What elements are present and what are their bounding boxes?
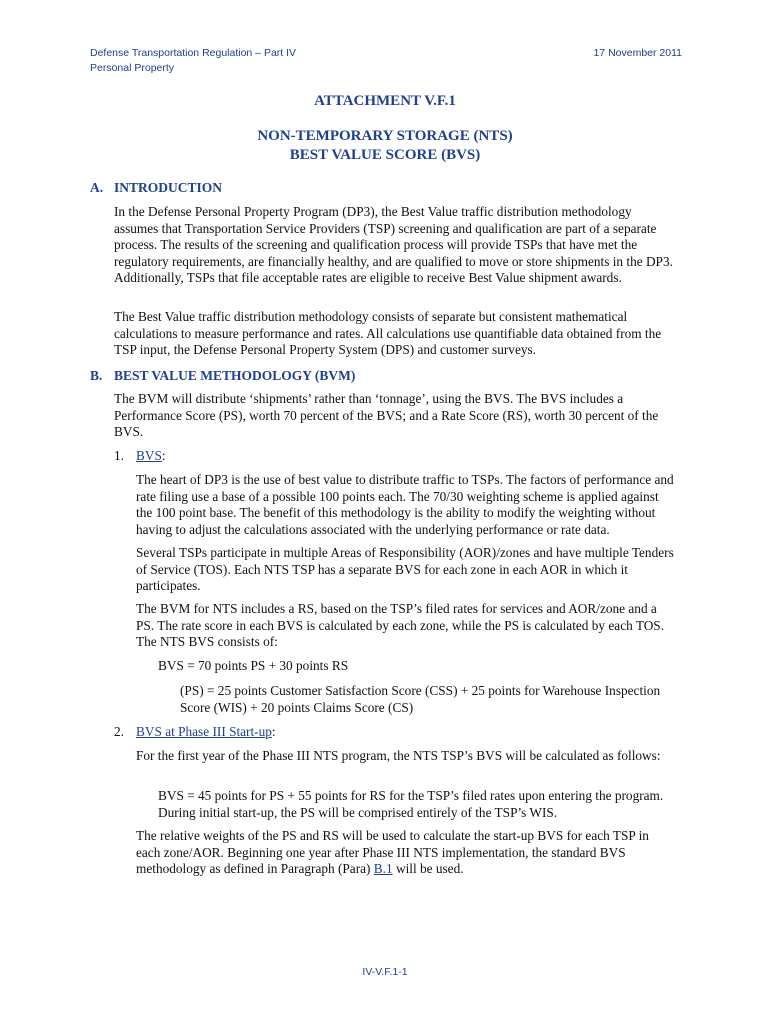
bvm-paragraph: The BVM will distribute ‘shipments’ rather than ‘tonnage’, using the BVS. The BVS includes a Performance Score (PS), worth 70 percent of the BVS; and a Rate Score (RS), worth 30 percent of the BVS. bbox=[114, 391, 659, 439]
intro-paragraph-1: In the Defense Personal Property Program (DP3), the Best Value traffic distribution methodology assumes that Transportation Service Providers (TSP) screening and qualification are part of a separate process. The results of the screening and qualification process will provide TSPs that have met the regulatory requirements, are financially healthy, and are qualified to move or store shipments in the DP3. Additionally, TSPs that file acceptable rates are eligible to receive Best Value shipment awards. bbox=[114, 204, 673, 285]
section-a-letter: A. bbox=[90, 180, 104, 195]
item-2-colon: : bbox=[271, 724, 276, 739]
intro-paragraph-2: The Best Value traffic distribution methodology consists of separate but consistent mathematical calculations to measure performance and rates. All calculations use quantifiable data obtained from the TSP input, the Defense Personal Property System (DPS) and customer surveys. bbox=[114, 309, 662, 357]
startup-formula: BVS = 45 points for PS + 55 points for RS for the TSP’s filed rates upon entering the program. During initial start-up, the PS will be comprised entirely of the TSP’s WIS. bbox=[158, 788, 664, 820]
header-date: 17 November 2011 bbox=[593, 47, 682, 59]
section-a-heading bbox=[90, 180, 222, 196]
bvs-formula: BVS = 70 points PS + 30 points RS bbox=[158, 658, 349, 673]
bvs-startup-link[interactable]: BVS at Phase III Start-up bbox=[136, 724, 272, 739]
section-b-title: BEST VALUE METHODOLOGY (BVM) bbox=[114, 368, 356, 383]
section-b-heading bbox=[90, 368, 355, 384]
section-b-letter: B. bbox=[90, 368, 103, 383]
header-subtitle: Personal Property bbox=[90, 62, 175, 74]
bvs-link[interactable]: BVS bbox=[136, 448, 162, 463]
page-number: IV-V.F.1-1 bbox=[362, 966, 408, 978]
document-title-line2: BEST VALUE SCORE (BVS) bbox=[289, 147, 481, 163]
startup-paragraph-2-text: The relative weights of the PS and RS will be used to calculate the start-up BVS for each TSP in each zone/AOR. Beginning one year after Phase III NTS implementation, the standard BVS methodology as defined in Paragraph (Para) bbox=[136, 828, 649, 876]
item-2-heading bbox=[114, 724, 276, 740]
startup-paragraph-2 bbox=[136, 828, 676, 878]
document-title-line1: NON-TEMPORARY STORAGE (NTS) bbox=[257, 128, 513, 144]
running-header-left bbox=[90, 46, 296, 76]
item-1-heading bbox=[114, 448, 166, 464]
bvs-paragraph-2: Several TSPs participate in multiple Areas of Responsibility (AOR)/zones and have multiple Tenders of Service (TOS). Each NTS TSP has a separate BVS for each zone in each AOR in which it participates. bbox=[136, 545, 674, 593]
attachment-title: ATTACHMENT V.F.1 bbox=[314, 93, 456, 109]
item-2-number: 2. bbox=[114, 724, 124, 739]
startup-paragraph-1: For the first year of the Phase III NTS program, the NTS TSP’s BVS will be calculated as follows: bbox=[136, 748, 661, 763]
startup-paragraph-2-end: will be used. bbox=[392, 861, 464, 876]
section-a-title: INTRODUCTION bbox=[114, 180, 223, 195]
item-1-number: 1. bbox=[114, 448, 124, 463]
para-b1-link[interactable]: B.1 bbox=[373, 861, 393, 876]
bvs-paragraph-3: The BVM for NTS includes a RS, based on the TSP’s filed rates for services and AOR/zone and a PS. The rate score in each BVS is calculated by each zone, while the PS is calculated by each TOS. The NTS BVS consists of: bbox=[136, 601, 665, 649]
ps-formula: (PS) = 25 points Customer Satisfaction Score (CSS) + 25 points for Warehouse Inspection Score (WIS) + 20 points Claims Score (CS) bbox=[180, 683, 661, 715]
item-1-colon: : bbox=[161, 448, 166, 463]
header-regulation-title: Defense Transportation Regulation – Part IV bbox=[90, 47, 297, 59]
bvs-paragraph-1: The heart of DP3 is the use of best value to distribute traffic to TSPs. The factors of performance and rate filing use a base of a possible 100 points each. The 70/30 weighting scheme is applied against the 100 point base. The benefit of this methodology is the ability to modify the weighting without having to adjust the calculations associated with the underlying performance or rate data. bbox=[136, 472, 674, 537]
